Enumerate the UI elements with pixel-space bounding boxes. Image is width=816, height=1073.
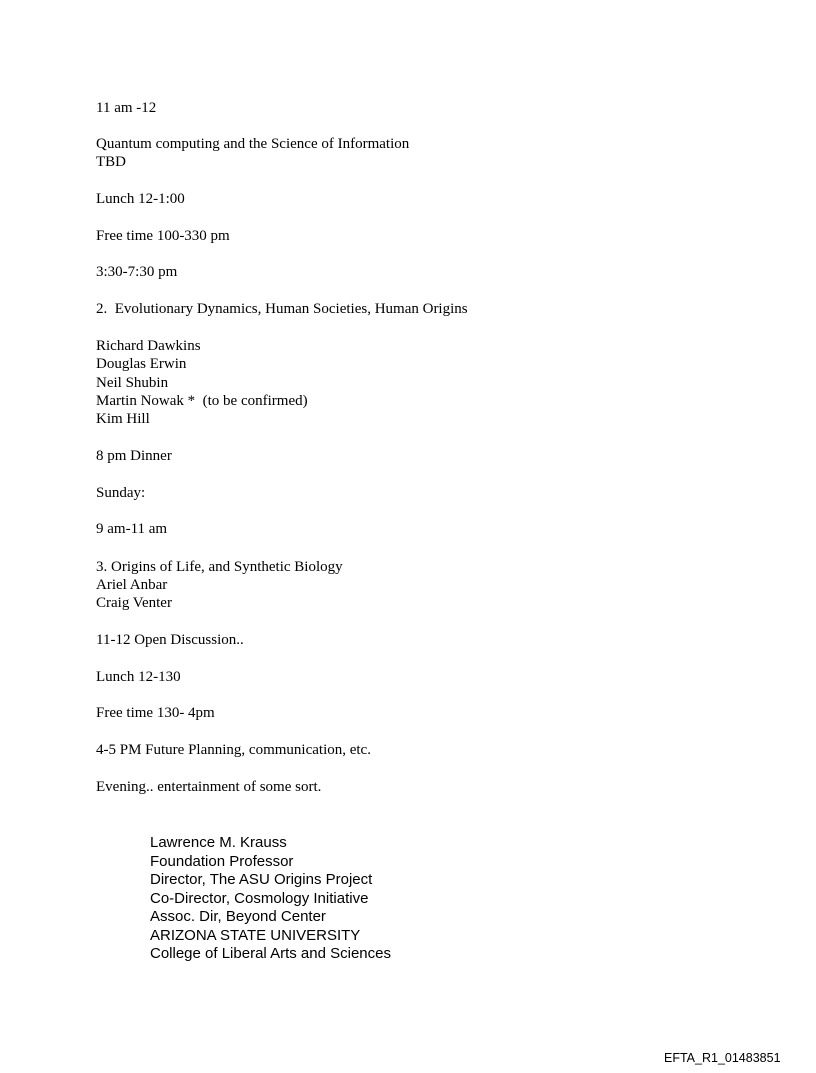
speaker-name: Neil Shubin — [96, 375, 169, 391]
signature-institution: ARIZONA STATE UNIVERSITY — [150, 926, 361, 944]
free-time-slot: Free time 130- 4pm — [96, 705, 215, 721]
speaker-name: Craig Venter — [96, 595, 172, 611]
planning-slot: 4-5 PM Future Planning, communication, etc. — [96, 742, 371, 758]
speaker-name: Martin Nowak * (to be confirmed) — [96, 393, 308, 409]
time-slot: 3:30-7:30 pm — [96, 264, 178, 280]
signature-name: Lawrence M. Krauss — [150, 834, 287, 851]
document-id: EFTA_R1_01483851 — [664, 1051, 781, 1065]
speaker-name: Kim Hill — [96, 411, 150, 427]
signature-title: Foundation Professor — [150, 852, 294, 870]
time-slot: 11 am -12 — [96, 100, 157, 116]
speaker-name: Richard Dawkins — [96, 338, 201, 354]
session-title: Quantum computing and the Science of Information — [96, 136, 410, 152]
signature-title: Co-Director, Cosmology Initiative — [150, 889, 369, 907]
time-slot: 9 am-11 am — [96, 521, 168, 537]
signature-block — [150, 834, 391, 964]
signature-title: Assoc. Dir, Beyond Center — [150, 908, 326, 925]
dinner-slot: 8 pm Dinner — [96, 448, 172, 464]
lunch-slot: Lunch 12-1:00 — [96, 191, 185, 207]
evening-slot: Evening.. entertainment of some sort. — [96, 779, 322, 795]
session-title: 2. Evolutionary Dynamics, Human Societies, Human Origins — [96, 301, 468, 317]
signature-title: Director, The ASU Origins Project — [150, 871, 373, 888]
day-heading: Sunday: — [96, 485, 146, 501]
discussion-slot: 11-12 Open Discussion.. — [96, 632, 244, 648]
session-title: 3. Origins of Life, and Synthetic Biology — [96, 559, 343, 575]
session-speaker: TBD — [96, 154, 126, 170]
free-time-slot: Free time 100-330 pm — [96, 228, 230, 244]
lunch-slot: Lunch 12-130 — [96, 669, 181, 685]
speaker-name: Douglas Erwin — [96, 356, 187, 372]
speaker-name: Ariel Anbar — [96, 577, 168, 593]
signature-college: College of Liberal Arts and Sciences — [150, 945, 391, 962]
